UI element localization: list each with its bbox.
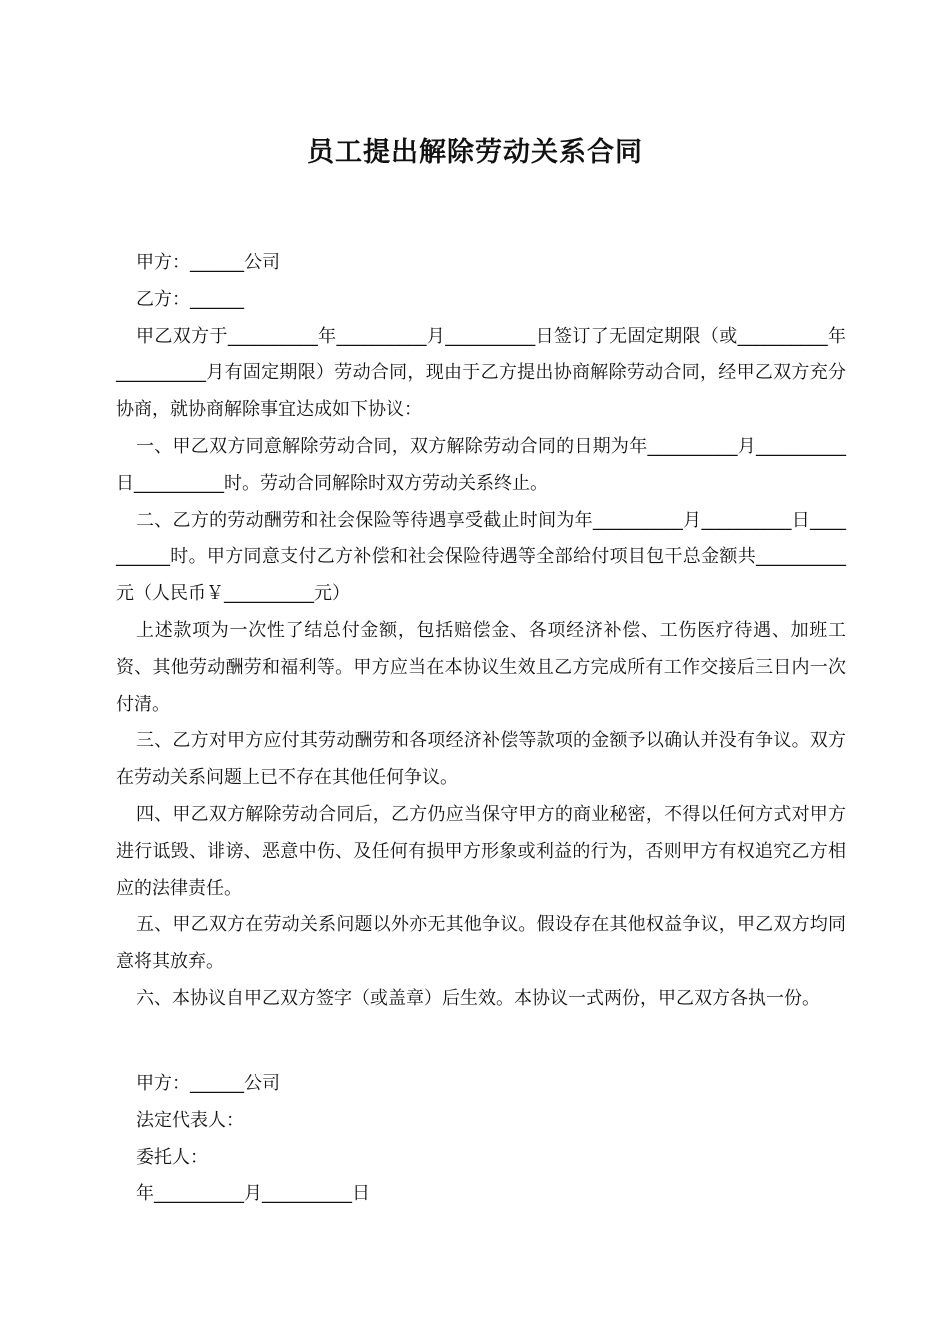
clause-6: 六、本协议自甲乙双方签字（或盖章）后生效。本协议一式两份，甲乙双方各执一份。 <box>136 987 820 1009</box>
document-title: 员工提出解除劳动关系合同 <box>307 137 643 168</box>
clause-2: 二、乙方的劳动酬劳和社会保险等待遇享受截止时间为年__________月__________日__________时。甲方同意支付乙方补偿和社会保险待遇等全部给付项目包干总金额共__________元（人民币￥__________元） <box>116 509 846 605</box>
signature-agent: 委托人： <box>136 1146 208 1168</box>
clause-3: 三、乙方对甲方应付其劳动酬劳和各项经济补偿等款项的金额予以确认并没有争议。双方在劳动关系问题上已不存在其他任何争议。 <box>116 730 846 789</box>
clause-4: 四、甲乙双方解除劳动合同后，乙方仍应当保守甲方的商业秘密，不得以任何方式对甲方进行诋毁、诽谤、恶意中伤、及任何有损甲方形象或利益的行为，否则甲方有权追究乙方相应的法律责任。 <box>116 803 846 899</box>
signature-block <box>116 1066 846 1213</box>
party-a-line: 甲方：______公司 <box>136 252 280 273</box>
clause-2-payment-note: 上述款项为一次性了结总付金额，包括赔偿金、各项经济补偿、工伤医疗待遇、加班工资、其他劳动酬劳和福利等。甲方应当在本协议生效且乙方完成所有工作交接后三日内一次付清。 <box>116 619 846 715</box>
party-b-line: 乙方：______ <box>136 288 244 310</box>
contract-body <box>116 245 846 1018</box>
signature-legal-rep: 法定代表人： <box>136 1109 244 1131</box>
preamble-paragraph: 甲乙双方于__________年__________月__________日签订了无固定期限（或__________年__________月有固定期限）劳动合同，现由于乙方提出协商解除劳动合同，经甲乙双方充分协商，就协商解除事宜达成如下协议： <box>116 325 846 421</box>
signature-date: 年__________月__________日 <box>136 1183 370 1205</box>
signature-party-a: 甲方：______公司 <box>136 1073 280 1094</box>
clause-5: 五、甲乙双方在劳动关系问题以外亦无其他争议。假设存在其他权益争议，甲乙双方均同意将其放弃。 <box>116 914 846 973</box>
clause-1: 一、甲乙双方同意解除劳动合同，双方解除劳动合同的日期为年__________月__________日__________时。劳动合同解除时双方劳动关系终止。 <box>116 435 846 494</box>
